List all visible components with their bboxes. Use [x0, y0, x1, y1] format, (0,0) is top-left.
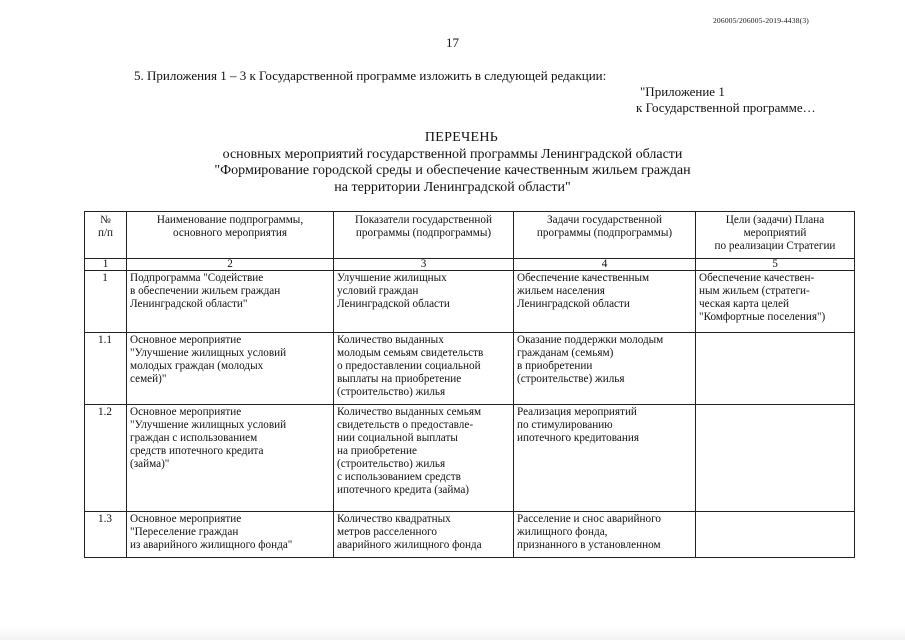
cell-text-line: с использованием средств [337, 471, 461, 483]
cell-text-line: Цели (задачи) Плана [725, 214, 825, 226]
row-indicators [334, 271, 514, 333]
appendix-line-1: "Приложение 1 [640, 84, 725, 99]
cell-text-line: "Улучшение жилищных условий [130, 419, 287, 431]
cell-text-line: (займа)" [130, 458, 170, 470]
cell-text-line: Подпрограмма "Содействие [130, 272, 264, 284]
heading-line-2: основных мероприятий государственной программы Ленинградской области [222, 146, 683, 162]
cell-text-line: свидетельств о предоставле- [337, 419, 474, 431]
appendix-reference [636, 84, 816, 115]
page-number: 17 [446, 35, 459, 50]
cell-text-line: Задачи государственной [547, 214, 662, 226]
row-number: 1.2 [85, 405, 127, 512]
document-heading [0, 130, 905, 196]
table-row [85, 333, 855, 405]
cell-text-line: Количество квадратных [337, 513, 451, 525]
cell-text-line: Расселение и снос аварийного [517, 513, 661, 525]
cell-text-line: молодых граждан (молодых [130, 360, 264, 372]
header-cell-number [85, 212, 127, 259]
cell-text-line: нии социальной выплаты [337, 432, 458, 444]
cell-text-line: мероприятий [743, 227, 807, 239]
heading-title: ПЕРЕЧЕНЬ [424, 130, 499, 145]
cell-text-line: Основное мероприятие [130, 513, 242, 525]
index-cell: 1 [85, 259, 127, 271]
row-name [127, 271, 334, 333]
header-cell-tasks [514, 212, 696, 259]
cell-text-line: из аварийного жилищного фонда" [130, 539, 293, 551]
row-indicators [334, 512, 514, 558]
table-row [85, 271, 855, 333]
cell-text-line: Основное мероприятие [130, 406, 242, 418]
cell-text-line: по стимулированию [517, 419, 613, 431]
appendix-line-2: к Государственной программе… [636, 99, 816, 115]
cell-text-line: семей)" [130, 373, 167, 385]
cell-text-line: "Переселение граждан [130, 526, 239, 538]
header-cell-goals [696, 212, 855, 259]
cell-text-line: Реализация мероприятий [517, 406, 637, 418]
header-cell-indicators [334, 212, 514, 259]
cell-text-line: Наименование подпрограммы, [156, 214, 304, 226]
row-indicators [334, 333, 514, 405]
cell-text-line: жильем населения [517, 285, 605, 297]
row-indicators [334, 405, 514, 512]
cell-text-line: выплаты на приобретение [337, 373, 462, 385]
cell-text-line: Ленинградской области" [130, 298, 248, 310]
table-header-row [85, 212, 855, 259]
cell-text-line: п/п [97, 227, 114, 239]
row-name [127, 333, 334, 405]
cell-text-line: метров расселенного [337, 526, 437, 538]
cell-text-line: (строительстве) жилья [517, 373, 625, 385]
heading-line-4: на территории Ленинградской области" [334, 179, 571, 195]
cell-text-line: молодым семьям свидетельств [337, 347, 484, 359]
row-number: 1.1 [85, 333, 127, 405]
cell-text-line: жилищного фонда, [517, 526, 608, 538]
measures-table [84, 211, 855, 558]
intro-paragraph: 5. Приложения 1 – 3 к Государственной программе изложить в следующей редакции: [134, 68, 607, 83]
cell-text-line: № [100, 214, 111, 226]
cell-text-line: программы (подпрограммы) [355, 227, 492, 239]
cell-text-line: Количество выданных [337, 334, 444, 346]
page-bottom-edge [0, 627, 905, 640]
row-goals [696, 271, 855, 333]
row-goals [696, 512, 855, 558]
cell-text-line: Обеспечение качественным [517, 272, 650, 284]
row-name [127, 512, 334, 558]
cell-text-line: признанного в установленном [517, 539, 661, 551]
document-id: 206005/206005-2019-4438(3) [712, 16, 809, 25]
cell-text-line: средств ипотечного кредита [130, 445, 264, 457]
row-name [127, 405, 334, 512]
cell-text-line: Ленинградской области [517, 298, 630, 310]
cell-text-line: "Комфортные поселения") [699, 311, 826, 323]
cell-text-line: Оказание поддержки молодым [517, 334, 664, 346]
cell-text-line: Количество выданных семьям [337, 406, 482, 418]
cell-text-line: граждан с использованием [130, 432, 258, 444]
cell-text-line: ипотечного кредитования [517, 432, 639, 444]
cell-text-line: Улучшение жилищных [337, 272, 447, 284]
heading-line-3: "Формирование городской среды и обеспечение качественным жильем граждан [214, 163, 691, 178]
cell-text-line: "Улучшение жилищных условий [130, 347, 287, 359]
cell-text-line: (строительство) жилья [337, 386, 446, 398]
cell-text-line: в обеспечении жильем граждан [130, 285, 281, 297]
row-tasks [514, 512, 696, 558]
row-goals [696, 405, 855, 512]
table-row [85, 405, 855, 512]
cell-text-line: гражданам (семьям) [517, 347, 614, 359]
cell-text-line: Показатели государственной [355, 214, 492, 226]
cell-text-line: Основное мероприятие [130, 334, 242, 346]
cell-text-line: на приобретение [337, 445, 417, 457]
cell-text-line: аварийного жилищного фонда [337, 539, 482, 551]
row-tasks [514, 333, 696, 405]
row-tasks [514, 405, 696, 512]
cell-text-line: условий граждан [337, 285, 419, 297]
row-tasks [514, 271, 696, 333]
cell-text-line: о предоставлении социальной [337, 360, 481, 372]
index-cell: 5 [696, 259, 855, 271]
cell-text-line: ческая карта целей [699, 298, 789, 310]
table-row [85, 512, 855, 558]
row-goals [696, 333, 855, 405]
cell-text-line: в приобретении [517, 360, 593, 372]
index-cell: 4 [514, 259, 696, 271]
cell-text-line: (строительство) жилья [337, 458, 446, 470]
column-index-row [85, 259, 855, 271]
index-cell: 2 [127, 259, 334, 271]
index-cell: 3 [334, 259, 514, 271]
cell-text-line: Ленинградской области [337, 298, 450, 310]
row-number: 1.3 [85, 512, 127, 558]
header-cell-name [127, 212, 334, 259]
cell-text-line: ным жильем (стратеги- [699, 285, 810, 297]
cell-text-line: программы (подпрограммы) [536, 227, 673, 239]
cell-text-line: Обеспечение качествен- [699, 272, 815, 284]
cell-text-line: основного мероприятия [173, 227, 287, 239]
row-number: 1 [85, 271, 127, 333]
cell-text-line: по реализации Стратегии [714, 240, 836, 252]
cell-text-line: ипотечного кредита (займа) [337, 484, 470, 496]
